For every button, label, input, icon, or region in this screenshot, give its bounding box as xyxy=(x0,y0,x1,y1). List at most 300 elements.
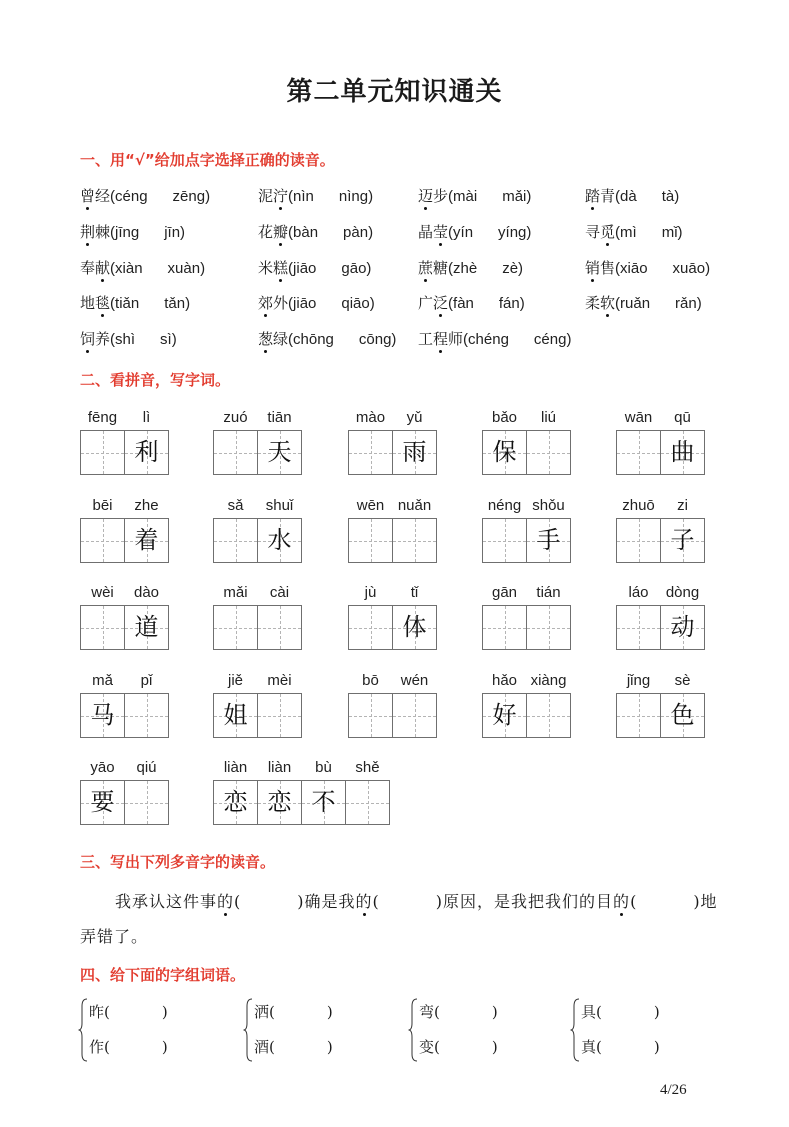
dotted-char: 毯 xyxy=(95,294,111,312)
reading-choice-item xyxy=(80,222,185,243)
tianzige-box xyxy=(213,780,258,825)
word-writing-group xyxy=(213,496,302,563)
dotted-char: 泞 xyxy=(273,187,289,205)
box-character xyxy=(81,519,124,562)
pinyin-syllable: láo xyxy=(628,584,649,601)
word xyxy=(80,330,110,348)
box-character xyxy=(81,606,124,649)
pinyin-syllable: shǒu xyxy=(532,497,565,514)
word xyxy=(418,223,448,241)
writing-boxes xyxy=(348,605,437,650)
word-char: 柔 xyxy=(585,294,601,312)
page-title: 第二单元知识通关 xyxy=(286,77,503,107)
word-pair-item xyxy=(419,1002,498,1022)
box-character xyxy=(527,431,570,474)
tianzige-box xyxy=(392,693,437,738)
pinyin-syllable: mǎi xyxy=(223,584,248,601)
word-pair-item xyxy=(89,1037,168,1057)
reading-choice-item xyxy=(418,258,523,279)
box-character xyxy=(483,519,526,562)
pinyin-syllable: xiàng xyxy=(530,672,567,689)
word-writing-group xyxy=(482,671,571,738)
word xyxy=(585,294,615,312)
box-character xyxy=(349,694,392,737)
pinyin-options: (nìn nìng) xyxy=(288,188,374,205)
tianzige-box xyxy=(392,430,437,475)
reading-choice-item xyxy=(585,258,710,279)
pinyin-syllable: zhe xyxy=(134,497,159,514)
pinyin-syllable: wān xyxy=(624,409,653,426)
tianzige-box xyxy=(482,430,527,475)
pinyin-row xyxy=(80,758,169,778)
tianzige-box xyxy=(80,693,125,738)
item-tail: ) xyxy=(161,1003,168,1021)
writing-boxes xyxy=(482,518,571,563)
pinyin-syllable: bǎo xyxy=(491,409,518,426)
box-character xyxy=(617,694,660,737)
pinyin-syllable: bù xyxy=(315,759,332,776)
box-character: 好 xyxy=(492,701,517,729)
reading-choice-item xyxy=(585,293,702,314)
curly-brace-icon xyxy=(408,998,418,1062)
word-char: 寻 xyxy=(585,223,601,241)
dotted-char: 迈 xyxy=(418,187,434,205)
word-pair-item xyxy=(254,1002,333,1022)
box-character: 天 xyxy=(267,438,292,466)
box-character: 姐 xyxy=(223,701,248,729)
box-character: 曲 xyxy=(670,438,695,466)
pinyin-options: (jiāo qiāo) xyxy=(288,295,375,312)
word xyxy=(80,294,110,312)
pinyin-syllable: bō xyxy=(362,672,379,689)
word xyxy=(258,187,288,205)
pinyin-row xyxy=(213,583,302,603)
tianzige-box xyxy=(660,430,705,475)
pinyin-syllable: pǐ xyxy=(140,672,153,689)
item-lead: 作( xyxy=(89,1038,110,1056)
box-character xyxy=(346,781,389,824)
pinyin-syllable: lì xyxy=(142,409,151,426)
box-character xyxy=(349,431,392,474)
pinyin-row xyxy=(616,496,705,516)
pinyin-options: (ruǎn rǎn) xyxy=(615,295,702,312)
pinyin-syllable: tián xyxy=(536,584,561,601)
pinyin-syllable: qū xyxy=(674,409,691,426)
word-writing-group xyxy=(348,408,437,475)
tianzige-box xyxy=(257,518,302,563)
dotted-char: 销 xyxy=(585,259,601,277)
word-char: 糖 xyxy=(433,259,449,277)
word-char: 奉 xyxy=(80,259,96,277)
word-char: 棘 xyxy=(95,223,111,241)
tianzige-box xyxy=(482,518,527,563)
word-pair-group xyxy=(570,998,720,1064)
sentence-text: )原因，是我把我们的目 xyxy=(435,892,614,911)
pinyin-options: (chéng céng) xyxy=(463,331,572,348)
word-writing-group xyxy=(80,408,169,475)
word-pair-group xyxy=(78,998,228,1064)
pinyin-syllable: liú xyxy=(540,409,556,426)
tianzige-box xyxy=(80,780,125,825)
sentence-text: )确是我 xyxy=(297,892,356,911)
sentence-text: ( xyxy=(630,892,638,911)
word-pair-group xyxy=(408,998,558,1064)
box-character xyxy=(349,606,392,649)
reading-choice-item xyxy=(258,186,373,207)
box-character xyxy=(125,694,168,737)
dotted-char: 饲 xyxy=(80,330,96,348)
tianzige-box xyxy=(348,430,393,475)
box-character: 色 xyxy=(670,701,695,729)
reading-choice-item xyxy=(80,186,210,207)
pinyin-syllable: tiān xyxy=(267,409,292,426)
item-lead: 昨( xyxy=(89,1003,110,1021)
tianzige-box xyxy=(526,518,571,563)
word xyxy=(258,294,288,312)
word-pair-item xyxy=(254,1037,333,1057)
writing-boxes xyxy=(348,430,437,475)
word-writing-group xyxy=(348,583,437,650)
item-lead: 变( xyxy=(419,1038,440,1056)
reading-choice-item xyxy=(258,258,371,279)
tianzige-box xyxy=(482,693,527,738)
tianzige-box xyxy=(80,518,125,563)
pinyin-options: (bàn pàn) xyxy=(288,224,374,241)
pinyin-options: (xiāo xuāo) xyxy=(615,260,711,277)
box-character: 雨 xyxy=(402,438,427,466)
word-writing-group xyxy=(348,671,437,738)
pinyin-syllable: wēn xyxy=(356,497,385,514)
tianzige-box xyxy=(345,780,390,825)
pinyin-syllable: qiú xyxy=(136,759,157,776)
word xyxy=(585,223,615,241)
dotted-char: 的 xyxy=(355,892,373,911)
tianzige-box xyxy=(616,430,661,475)
pinyin-syllable: yǔ xyxy=(406,409,423,426)
curly-brace-icon xyxy=(570,998,580,1062)
box-character: 动 xyxy=(670,613,695,641)
tianzige-box xyxy=(124,518,169,563)
box-character xyxy=(214,606,257,649)
box-character xyxy=(258,606,301,649)
box-character: 恋 xyxy=(223,788,248,816)
pinyin-syllable: cài xyxy=(269,584,290,601)
tianzige-box xyxy=(80,605,125,650)
page-number: 4/26 xyxy=(660,1082,687,1098)
dotted-char: 觅 xyxy=(600,223,616,241)
word-char: 经 xyxy=(95,187,111,205)
curly-brace-icon xyxy=(243,998,253,1062)
item-tail: ) xyxy=(326,1038,333,1056)
dotted-char: 莹 xyxy=(433,223,449,241)
pinyin-row xyxy=(482,496,571,516)
tianzige-box xyxy=(526,693,571,738)
tianzige-box xyxy=(257,693,302,738)
pinyin-syllable: dào xyxy=(133,584,160,601)
writing-boxes xyxy=(213,430,302,475)
pinyin-row xyxy=(482,671,571,691)
item-lead: 洒( xyxy=(254,1003,275,1021)
box-character xyxy=(349,519,392,562)
pinyin-row xyxy=(348,583,437,603)
dotted-char: 曾 xyxy=(80,187,96,205)
writing-boxes xyxy=(213,693,302,738)
word-writing-group xyxy=(213,583,302,650)
pinyin-row xyxy=(348,671,437,691)
writing-boxes xyxy=(482,430,571,475)
word xyxy=(418,259,448,277)
section-heading-1: 一、用“√”给加点字选择正确的读音。 xyxy=(80,151,335,169)
writing-boxes xyxy=(482,605,571,650)
sentence-text: ( xyxy=(234,892,242,911)
writing-boxes xyxy=(80,430,169,475)
word-char: 广 xyxy=(418,294,434,312)
tianzige-box xyxy=(213,430,258,475)
reading-choice-item xyxy=(418,186,531,207)
writing-boxes xyxy=(616,693,705,738)
box-character: 不 xyxy=(311,788,336,816)
tianzige-box xyxy=(348,693,393,738)
tianzige-box xyxy=(616,693,661,738)
sentence-line xyxy=(115,892,718,912)
pinyin-syllable: mèi xyxy=(267,672,292,689)
pinyin-row xyxy=(80,496,169,516)
pinyin-row xyxy=(616,408,705,428)
writing-boxes xyxy=(616,605,705,650)
pinyin-options: (yín yíng) xyxy=(448,224,532,241)
item-tail: ) xyxy=(161,1038,168,1056)
word-char: 泥 xyxy=(258,187,274,205)
word-char: 花 xyxy=(258,223,274,241)
box-character xyxy=(81,431,124,474)
pinyin-syllable: dòng xyxy=(665,584,700,601)
pinyin-syllable: jù xyxy=(364,584,377,601)
dotted-char: 糕 xyxy=(273,259,289,277)
tianzige-box xyxy=(348,605,393,650)
box-character: 道 xyxy=(134,613,159,641)
word-pair-group xyxy=(243,998,393,1064)
dotted-char: 荆 xyxy=(80,223,96,241)
dotted-char: 泛 xyxy=(433,294,449,312)
pinyin-options: (zhè zè) xyxy=(448,260,524,277)
tianzige-box xyxy=(213,518,258,563)
writing-boxes xyxy=(616,430,705,475)
reading-choice-item xyxy=(258,222,373,243)
box-character: 手 xyxy=(536,526,561,554)
word-pair-item xyxy=(89,1002,168,1022)
word-char: 售 xyxy=(600,259,616,277)
section-heading-2: 二、看拼音，写字词。 xyxy=(80,371,231,389)
box-character xyxy=(617,519,660,562)
tianzige-box xyxy=(213,693,258,738)
box-character: 着 xyxy=(134,526,159,554)
pinyin-syllable: wén xyxy=(400,672,429,689)
tianzige-box xyxy=(660,605,705,650)
sentence-text: ( xyxy=(372,892,380,911)
pinyin-options: (jīng jīn) xyxy=(110,224,186,241)
tianzige-box xyxy=(482,605,527,650)
pinyin-row xyxy=(80,671,169,691)
word xyxy=(258,223,288,241)
reading-choice-item xyxy=(258,293,375,314)
writing-boxes xyxy=(80,518,169,563)
reading-choice-item xyxy=(418,222,531,243)
word-writing-group xyxy=(482,583,571,650)
pinyin-syllable: nuǎn xyxy=(397,497,432,514)
writing-boxes xyxy=(213,780,390,825)
pinyin-options: (mì mǐ) xyxy=(615,224,683,241)
box-character xyxy=(527,606,570,649)
pinyin-syllable: zi xyxy=(677,497,688,514)
item-lead: 酒( xyxy=(254,1038,275,1056)
box-character: 恋 xyxy=(267,788,292,816)
tianzige-box xyxy=(392,518,437,563)
word-char: 地 xyxy=(80,294,96,312)
pinyin-options: (céng zēng) xyxy=(110,188,211,205)
word xyxy=(80,259,110,277)
word xyxy=(80,223,110,241)
item-tail: ) xyxy=(653,1003,660,1021)
item-tail: ) xyxy=(653,1038,660,1056)
pinyin-row xyxy=(348,496,437,516)
word-pair-item xyxy=(581,1002,660,1022)
pinyin-row xyxy=(482,583,571,603)
pinyin-syllable: jǐng xyxy=(626,672,651,689)
pinyin-row xyxy=(213,758,390,778)
word-writing-group xyxy=(616,496,705,563)
tianzige-box xyxy=(526,605,571,650)
dotted-char: 的 xyxy=(613,892,631,911)
item-tail: ) xyxy=(491,1038,498,1056)
word-char: 青 xyxy=(600,187,616,205)
pinyin-syllable: mào xyxy=(355,409,386,426)
tianzige-box xyxy=(526,430,571,475)
word-char: 晶 xyxy=(418,223,434,241)
box-character xyxy=(617,606,660,649)
dotted-char: 蔗 xyxy=(418,259,434,277)
pinyin-syllable: tǐ xyxy=(410,584,419,601)
pinyin-syllable: gān xyxy=(491,584,518,601)
reading-choice-item xyxy=(80,329,177,350)
tianzige-box xyxy=(257,780,302,825)
word-pair-item xyxy=(581,1037,660,1057)
box-character xyxy=(214,431,257,474)
pinyin-syllable: néng xyxy=(487,497,522,514)
pinyin-row xyxy=(80,408,169,428)
word-writing-group xyxy=(80,583,169,650)
tianzige-box xyxy=(257,430,302,475)
word-writing-group xyxy=(213,758,390,825)
word-writing-group xyxy=(616,408,705,475)
writing-boxes xyxy=(616,518,705,563)
word-writing-group xyxy=(482,496,571,563)
section-heading-4: 四、给下面的字组词语。 xyxy=(80,966,246,984)
box-character: 体 xyxy=(402,613,427,641)
word-writing-group xyxy=(213,408,302,475)
word-pair-item xyxy=(419,1037,498,1057)
writing-boxes xyxy=(348,693,437,738)
word-writing-group xyxy=(80,496,169,563)
writing-boxes xyxy=(80,780,169,825)
item-lead: 真( xyxy=(581,1038,602,1056)
item-lead: 弯( xyxy=(419,1003,440,1021)
pinyin-options: (tiǎn tǎn) xyxy=(110,295,191,312)
word xyxy=(258,330,288,348)
dotted-char: 献 xyxy=(95,259,111,277)
writing-boxes xyxy=(80,693,169,738)
word-writing-group xyxy=(80,671,169,738)
pinyin-options: (fàn fán) xyxy=(448,295,525,312)
word-writing-group xyxy=(213,671,302,738)
pinyin-syllable: shě xyxy=(355,759,380,776)
pinyin-syllable: liàn xyxy=(267,759,292,776)
dotted-char: 瓣 xyxy=(273,223,289,241)
pinyin-syllable: bēi xyxy=(92,497,113,514)
word xyxy=(258,259,288,277)
word-writing-group xyxy=(482,408,571,475)
reading-choice-item xyxy=(585,222,683,243)
pinyin-syllable: jiě xyxy=(227,672,243,689)
pinyin-row xyxy=(213,496,302,516)
tianzige-box xyxy=(348,518,393,563)
tianzige-box xyxy=(616,518,661,563)
pinyin-syllable: liàn xyxy=(223,759,248,776)
tianzige-box xyxy=(392,605,437,650)
word-writing-group xyxy=(616,583,705,650)
pinyin-syllable: shuǐ xyxy=(265,497,294,514)
word-char: 外 xyxy=(273,294,289,312)
writing-boxes xyxy=(80,605,169,650)
writing-boxes xyxy=(213,518,302,563)
word-writing-group xyxy=(80,758,169,825)
box-character xyxy=(393,694,436,737)
box-character xyxy=(617,431,660,474)
pinyin-options: (dà tà) xyxy=(615,188,680,205)
box-character xyxy=(483,606,526,649)
word xyxy=(585,259,615,277)
word xyxy=(418,187,448,205)
pinyin-syllable: zhuō xyxy=(622,497,655,514)
box-character: 要 xyxy=(90,788,115,816)
pinyin-syllable: sǎ xyxy=(227,497,244,514)
dotted-char: 软 xyxy=(600,294,616,312)
tianzige-box xyxy=(257,605,302,650)
pinyin-options: (mài mǎi) xyxy=(448,188,532,205)
tianzige-box xyxy=(660,693,705,738)
tianzige-box xyxy=(213,605,258,650)
box-character xyxy=(527,694,570,737)
pinyin-syllable: yāo xyxy=(90,759,115,776)
pinyin-syllable: mǎ xyxy=(92,672,113,689)
box-character: 子 xyxy=(670,526,695,554)
sentence-text: )地 xyxy=(693,892,718,911)
dotted-char: 程 xyxy=(433,330,449,348)
tianzige-box xyxy=(301,780,346,825)
tianzige-box xyxy=(124,693,169,738)
word-char: 工 xyxy=(418,330,434,348)
word-char: 师 xyxy=(448,330,464,348)
item-tail: ) xyxy=(491,1003,498,1021)
pinyin-row xyxy=(616,583,705,603)
writing-boxes xyxy=(348,518,437,563)
reading-choice-item xyxy=(80,258,205,279)
reading-choice-item xyxy=(418,329,571,350)
tianzige-box xyxy=(124,430,169,475)
box-character xyxy=(258,694,301,737)
reading-choice-item xyxy=(258,329,396,350)
word xyxy=(418,330,463,348)
reading-choice-item xyxy=(80,293,190,314)
